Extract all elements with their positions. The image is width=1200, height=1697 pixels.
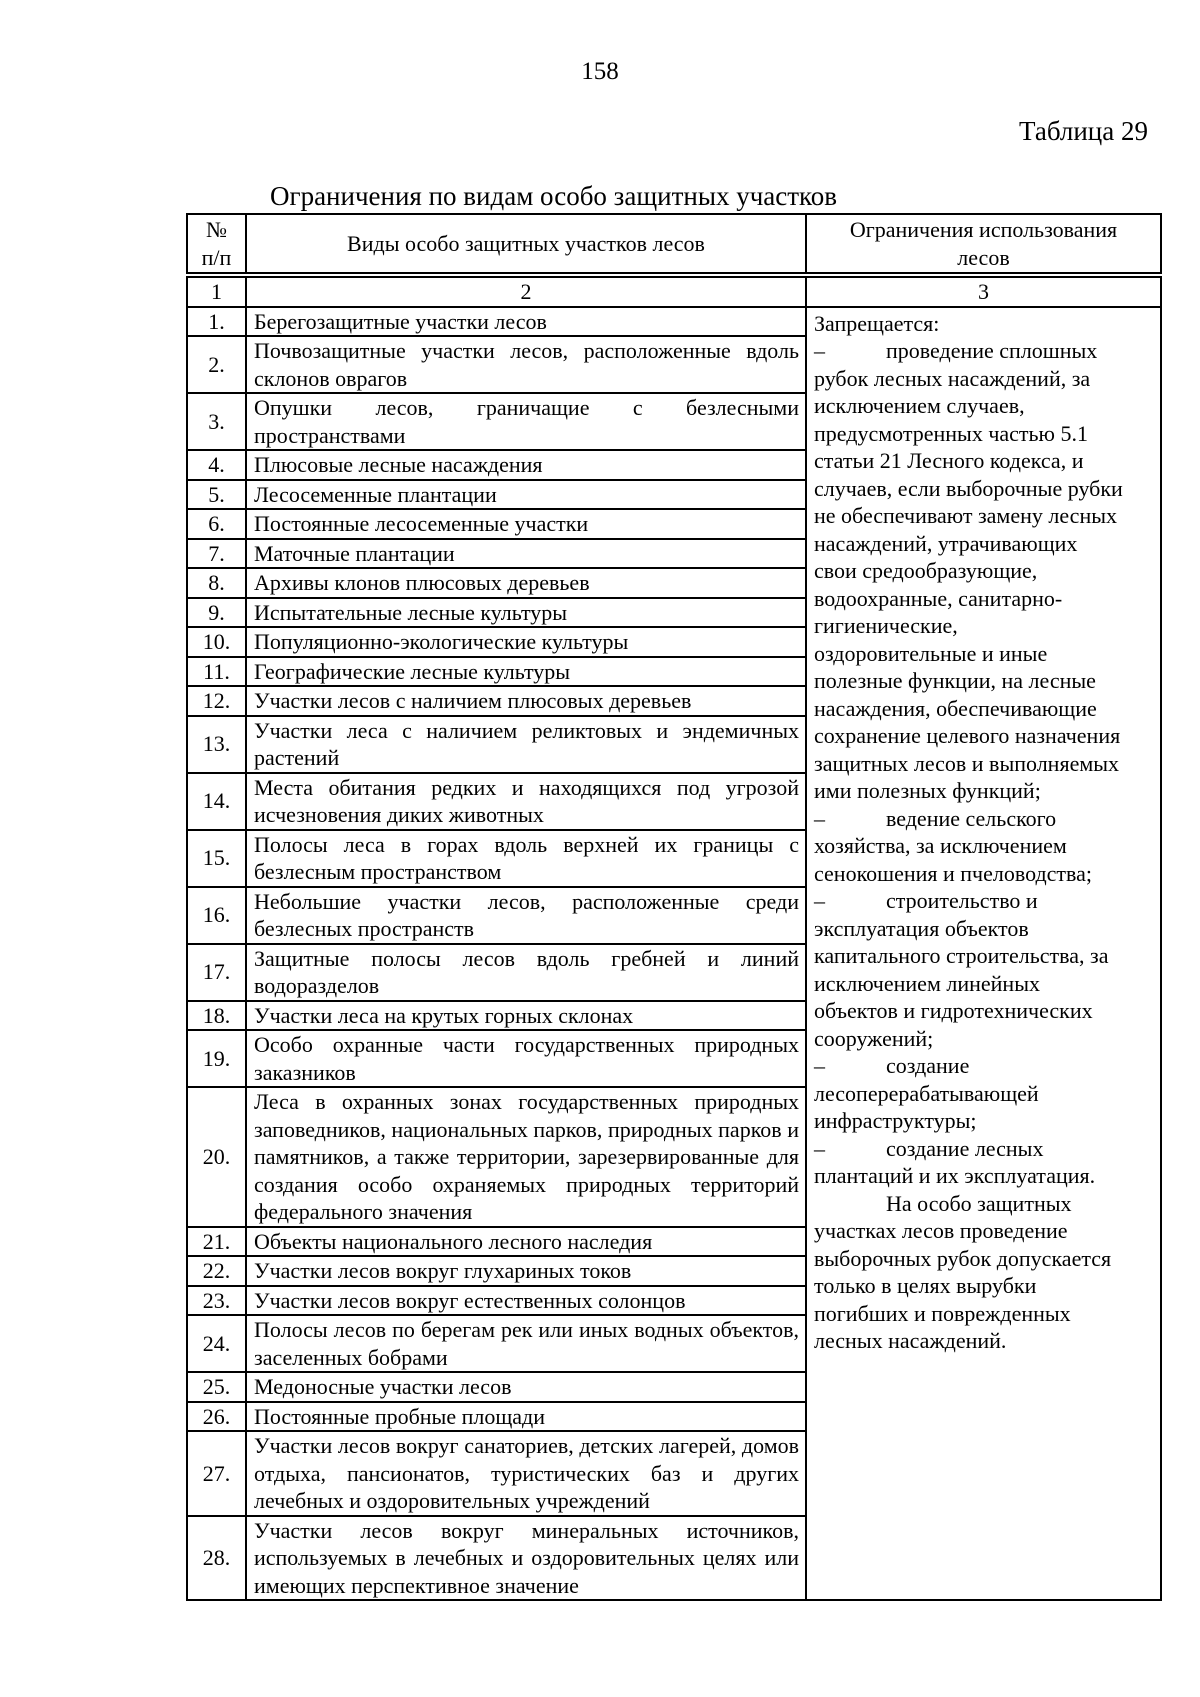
restriction-line-text: сооружений;	[814, 1025, 934, 1051]
row-number: 14.	[187, 773, 246, 830]
row-kind: Архивы клонов плюсовых деревьев	[246, 568, 806, 598]
row-kind: Испытательные лесные культуры	[246, 598, 806, 628]
restriction-line-text: лесоперерабатывающей	[814, 1080, 1039, 1106]
row-kind: Участки лесов вокруг минеральных источников, используемых в лечебных и оздоровительных целях или имеющих перспективное значение	[246, 1516, 806, 1601]
restriction-line	[814, 860, 1156, 888]
restriction-line-text: исключением случаев,	[814, 393, 1025, 418]
dash-mark: –	[814, 805, 825, 831]
row-kind: Места обитания редких и находящихся под угрозой исчезновения диких животных	[246, 773, 806, 830]
row-number: 22.	[187, 1256, 246, 1286]
restriction-line-text: гигиенические,	[814, 613, 958, 638]
restriction-line-text: только в целях вырубки	[814, 1273, 1037, 1298]
column-number: 1	[187, 277, 246, 307]
restriction-line	[814, 832, 1156, 860]
restriction-line-text: создание лесных	[886, 1135, 1044, 1161]
dash-mark: –	[814, 888, 825, 913]
restriction-line	[814, 420, 1156, 448]
row-kind: Участки леса на крутых горных склонах	[246, 1001, 806, 1031]
restriction-line-text: не обеспечивают замену лесных	[814, 503, 1117, 528]
restriction-line	[814, 557, 1156, 585]
header-num-line: п/п	[201, 244, 232, 270]
row-kind: Опушки лесов, граничащие с безлесными пространствами	[246, 393, 806, 450]
header-kind: Виды особо защитных участков лесов	[246, 214, 806, 273]
restriction-line	[814, 585, 1156, 613]
restriction-line	[814, 530, 1156, 558]
restriction-line-text: На особо защитных	[886, 1190, 1072, 1216]
page-number: 158	[581, 58, 619, 85]
row-number: 16.	[187, 887, 246, 944]
restriction-line-text: оздоровительные и иные	[814, 640, 1048, 666]
row-number: 23.	[187, 1286, 246, 1316]
table-label: Таблица 29	[1019, 116, 1148, 146]
row-kind: Постоянные лесосеменные участки	[246, 509, 806, 539]
row-kind: Участки лесов вокруг глухариных токов	[246, 1256, 806, 1286]
restriction-line	[814, 997, 1156, 1025]
row-kind: Участки лесов вокруг санаториев, детских лагерей, домов отдыха, пансионатов, туристических баз и других лечебных и оздоровительных учреждений	[246, 1431, 806, 1516]
row-kind: Маточные плантации	[246, 539, 806, 569]
restriction-line-text: предусмотренных частью 5.1	[814, 420, 1088, 446]
restriction-text	[806, 307, 1161, 1601]
restriction-line-text: сенокошения и пчеловодства;	[814, 860, 1093, 886]
restriction-line-text: Запрещается:	[814, 310, 940, 336]
table-row	[187, 307, 1161, 337]
restriction-line	[814, 502, 1156, 530]
restriction-line	[814, 640, 1156, 668]
row-number: 17.	[187, 944, 246, 1001]
restriction-line-text: плантаций и их эксплуатация.	[814, 1163, 1096, 1188]
header-restriction	[806, 214, 1161, 273]
row-kind: Участки леса с наличием реликтовых и эндемичных растений	[246, 716, 806, 773]
dash-mark: –	[814, 1053, 825, 1078]
restriction-line	[814, 310, 1156, 338]
row-kind: Защитные полосы лесов вдоль гребней и линий водоразделов	[246, 944, 806, 1001]
row-kind: Полосы леса в горах вдоль верхней их границы с безлесным пространством	[246, 830, 806, 887]
row-number: 25.	[187, 1372, 246, 1402]
row-number: 13.	[187, 716, 246, 773]
restriction-line	[814, 777, 1156, 805]
row-number: 8.	[187, 568, 246, 598]
restriction-line	[814, 1217, 1156, 1245]
restriction-line-text: строительство и	[886, 888, 1038, 913]
row-number: 2.	[187, 336, 246, 393]
column-number-row	[187, 277, 1161, 307]
restriction-line	[814, 475, 1156, 503]
restriction-line-text: ими полезных функций;	[814, 778, 1041, 803]
restriction-line	[814, 1135, 1156, 1163]
row-number: 20.	[187, 1087, 246, 1227]
column-number: 3	[806, 277, 1161, 307]
restriction-line	[814, 887, 1156, 915]
restriction-line-text: сохранение целевого назначения	[814, 723, 1121, 748]
restriction-line-text: погибших и поврежденных	[814, 1300, 1071, 1326]
restriction-line-text: эксплуатация объектов	[814, 915, 1029, 941]
row-kind: Плюсовые лесные насаждения	[246, 450, 806, 480]
restriction-line-text: создание	[886, 1053, 970, 1078]
restriction-line-text: объектов и гидротехнических	[814, 998, 1093, 1023]
header-num-line: №	[206, 217, 227, 242]
restriction-line-text: выборочных рубок допускается	[814, 1245, 1112, 1271]
row-number: 5.	[187, 480, 246, 510]
row-kind: Леса в охранных зонах государственных природных заповедников, национальных парков, природных парков и памятников, а также территории, зарезервированные для создания особо охраняемых природных территорий федерального значения	[246, 1087, 806, 1227]
column-number: 2	[246, 277, 806, 307]
dash-mark: –	[814, 1135, 825, 1161]
restriction-line-text: водоохранные, санитарно-	[814, 585, 1063, 611]
restriction-line	[814, 447, 1156, 475]
row-number: 6.	[187, 509, 246, 539]
restriction-line-text: полезные функции, на лесные	[814, 668, 1096, 693]
restriction-line	[814, 1080, 1156, 1108]
row-number: 19.	[187, 1030, 246, 1087]
header-num	[187, 214, 246, 273]
restriction-line	[814, 1190, 1156, 1218]
restriction-line	[814, 750, 1156, 778]
restriction-line	[814, 612, 1156, 640]
restriction-line	[814, 1052, 1156, 1080]
row-kind: Особо охранные части государственных природных заказников	[246, 1030, 806, 1087]
restriction-line-text: капитального строительства, за	[814, 943, 1109, 968]
restriction-line	[814, 365, 1156, 393]
header-restriction-line: Ограничения использования	[849, 217, 1118, 242]
row-number: 28.	[187, 1516, 246, 1601]
row-number: 15.	[187, 830, 246, 887]
row-number: 26.	[187, 1402, 246, 1432]
row-kind: Участки лесов вокруг естественных солонцов	[246, 1286, 806, 1316]
row-number: 18.	[187, 1001, 246, 1031]
row-number: 10.	[187, 627, 246, 657]
row-kind: Небольшие участки лесов, расположенные среди безлесных пространств	[246, 887, 806, 944]
restriction-line-text: свои средообразующие,	[814, 558, 1038, 583]
restriction-line	[814, 1300, 1156, 1328]
restriction-line	[814, 1245, 1156, 1273]
restriction-line-text: рубок лесных насаждений, за	[814, 365, 1091, 391]
restriction-line	[814, 1162, 1156, 1190]
table-title: Ограничения по видам особо защитных участков	[270, 181, 838, 211]
row-kind: Постоянные пробные площади	[246, 1402, 806, 1432]
header-row	[187, 214, 1161, 273]
row-number: 21.	[187, 1227, 246, 1257]
row-number: 27.	[187, 1431, 246, 1516]
row-kind: Берегозащитные участки лесов	[246, 307, 806, 337]
restrictions-table	[186, 213, 1162, 1601]
row-number: 3.	[187, 393, 246, 450]
row-kind: Полосы лесов по берегам рек или иных водных объектов, заселенных бобрами	[246, 1315, 806, 1372]
restriction-line-text: насаждений, утрачивающих	[814, 530, 1078, 556]
row-kind: Лесосеменные плантации	[246, 480, 806, 510]
restriction-line	[814, 667, 1156, 695]
restriction-line	[814, 337, 1156, 365]
row-number: 24.	[187, 1315, 246, 1372]
restriction-line-text: хозяйства, за исключением	[814, 833, 1067, 858]
row-number: 7.	[187, 539, 246, 569]
restriction-line	[814, 942, 1156, 970]
restriction-line	[814, 915, 1156, 943]
restriction-line	[814, 722, 1156, 750]
row-number: 11.	[187, 657, 246, 687]
restriction-line-text: насаждения, обеспечивающие	[814, 695, 1097, 721]
restriction-line	[814, 805, 1156, 833]
restriction-line	[814, 1025, 1156, 1053]
header-restriction-line: лесов	[957, 244, 1010, 270]
row-kind: Популяционно-экологические культуры	[246, 627, 806, 657]
row-kind: Участки лесов с наличием плюсовых деревьев	[246, 686, 806, 716]
restriction-line-text: проведение сплошных	[886, 338, 1098, 363]
restriction-line	[814, 1107, 1156, 1135]
restriction-line-text: статьи 21 Лесного кодекса, и	[814, 448, 1084, 473]
restriction-line-text: ведение сельского	[886, 805, 1057, 831]
row-number: 9.	[187, 598, 246, 628]
restriction-line	[814, 1327, 1156, 1355]
row-kind: Медоносные участки лесов	[246, 1372, 806, 1402]
restriction-line	[814, 970, 1156, 998]
restriction-line	[814, 1272, 1156, 1300]
restriction-line	[814, 695, 1156, 723]
dash-mark: –	[814, 338, 825, 363]
restriction-line	[814, 392, 1156, 420]
restriction-line-text: лесных насаждений.	[814, 1328, 1007, 1353]
row-kind: Объекты национального лесного наследия	[246, 1227, 806, 1257]
restriction-line-text: случаев, если выборочные рубки	[814, 475, 1123, 501]
row-number: 12.	[187, 686, 246, 716]
restriction-line-text: исключением линейных	[814, 970, 1040, 996]
restriction-line-text: участках лесов проведение	[814, 1218, 1068, 1243]
row-number: 4.	[187, 450, 246, 480]
row-number: 1.	[187, 307, 246, 337]
restriction-line-text: инфраструктуры;	[814, 1108, 977, 1133]
row-kind: Почвозащитные участки лесов, расположенные вдоль склонов оврагов	[246, 336, 806, 393]
restriction-line-text: защитных лесов и выполняемых	[814, 750, 1120, 776]
row-kind: Географические лесные культуры	[246, 657, 806, 687]
